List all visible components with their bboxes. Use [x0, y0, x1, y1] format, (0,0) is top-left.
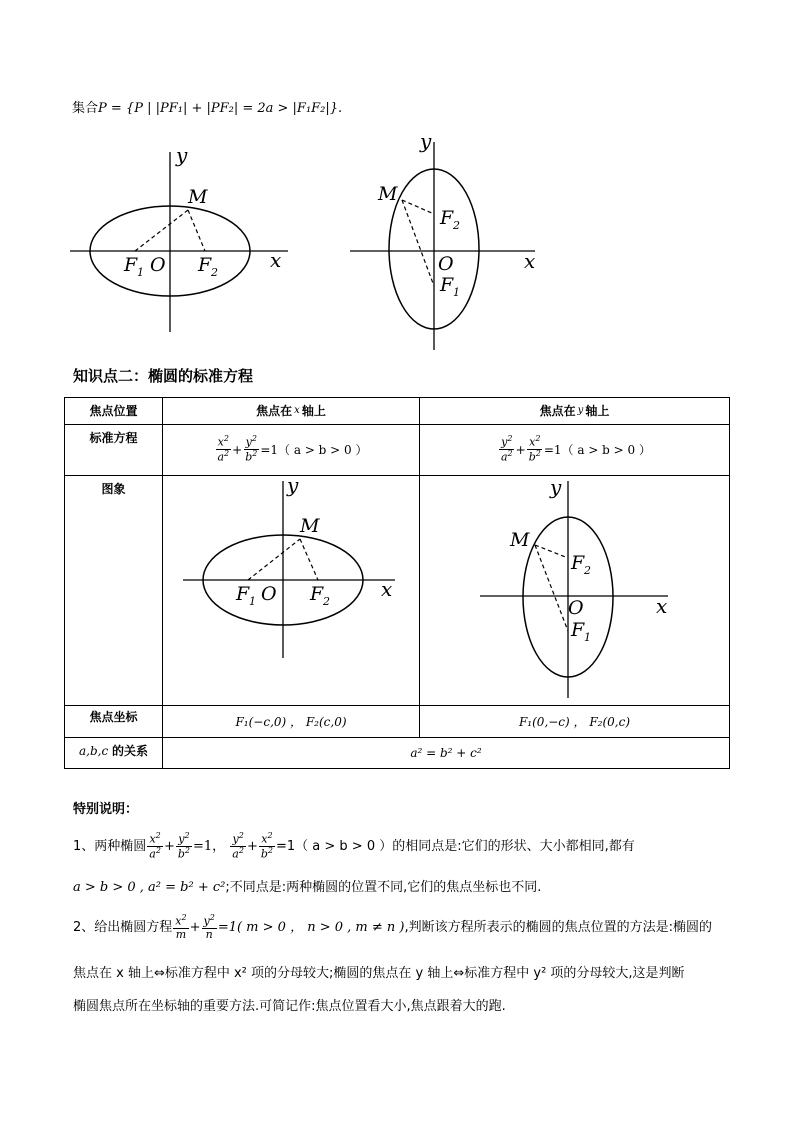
- table-figure-vertical: [420, 476, 729, 702]
- f1-label: F: [571, 619, 585, 641]
- header-cell: [163, 398, 420, 425]
- standard-equation-table: [64, 397, 730, 769]
- rel-vars: a,b,c: [78, 744, 109, 758]
- f2-label: F: [198, 254, 212, 276]
- x-axis-label: x: [656, 594, 668, 618]
- point-m-label: M: [510, 529, 530, 551]
- figure-vertical-ellipse: [340, 128, 550, 353]
- f1-label: F: [236, 583, 250, 605]
- header-label: 焦点在: [539, 404, 576, 418]
- row-label: 焦点坐标: [89, 710, 138, 724]
- header-label: 焦点在: [256, 404, 293, 418]
- row-label: 标准方程: [89, 431, 138, 445]
- foci-y: F₁(0,−c) ， F₂(0,c): [518, 714, 631, 729]
- row-label: [65, 738, 162, 759]
- header-label: 轴上: [301, 404, 326, 418]
- note-1-line-2: [73, 880, 541, 896]
- point-m-label: M: [300, 515, 320, 537]
- note-formula: a > b > 0 , a² = b² + c²: [73, 880, 226, 895]
- header-cell: [65, 398, 163, 425]
- header-cell: [420, 398, 730, 425]
- set-definition: [72, 101, 342, 117]
- f2-label: F: [440, 207, 454, 229]
- equation-cell: [420, 425, 730, 476]
- equation-cell: [163, 425, 420, 476]
- graph-cell: [163, 476, 420, 706]
- origin-label: O: [150, 254, 166, 276]
- set-formula: P = {P | |PF₁| + |PF₂| = 2a > |F₁F₂|}.: [98, 101, 343, 116]
- foci-cell: [163, 706, 420, 738]
- note-text: =1（ a > b > 0 ）的相同点是:它们的形状、大小都相同,都有: [276, 838, 635, 854]
- note-text: =1，: [192, 838, 226, 854]
- note-2-line-1: 2、给出椭圆方程 $\frac{x^2}{m}$ + $\frac{y^2}{n}$ =1( m > 0 ， n > 0 , m ≠ n ),判断该方程所表示的椭圆的焦点位置的方法是:椭圆的: [73, 913, 712, 941]
- note-formula: =1( m > 0 ， n > 0 , m ≠ n ): [217, 919, 405, 935]
- y-axis-label: y: [176, 143, 188, 167]
- note-text: 2、给出椭圆方程: [73, 919, 173, 935]
- x-axis-label: x: [381, 577, 393, 601]
- f1-label: F: [440, 274, 454, 296]
- axis-y: y: [577, 405, 584, 416]
- f2-sub: 2: [584, 564, 591, 577]
- section-title: 知识点二：椭圆的标准方程: [73, 367, 254, 385]
- relation-value: a² = b² + c²: [410, 745, 482, 760]
- f1-label: F: [124, 254, 138, 276]
- origin-label: O: [568, 597, 584, 619]
- note-2-line-2: 焦点在 x 轴上⇔标准方程中 x² 项的分母较大;椭圆的焦点在 y 轴上⇔标准方程中 y² 项的分母较大,这是判断: [73, 966, 685, 981]
- f2-label: F: [571, 552, 585, 574]
- origin-label: O: [261, 583, 277, 605]
- graph-cell: [420, 476, 730, 706]
- origin-label: O: [438, 253, 454, 275]
- rel-text: 的关系: [112, 744, 149, 758]
- foci-x: F₁(−c,0) ， F₂(c,0): [235, 714, 347, 729]
- note-text: 1、两种椭圆: [73, 838, 147, 854]
- equation-y: $\frac{y^2}{a^2}$ + $\frac{x^2}{b^2}$ =1（ a > b > 0 ）: [500, 434, 652, 464]
- f1-sub: 1: [584, 631, 591, 644]
- y-axis-label: y: [550, 476, 562, 499]
- row-label-cell: [65, 706, 163, 738]
- note-2-line-3: 椭圆焦点所在坐标轴的重要方法.可简记作:焦点位置看大小,焦点跟着大的跑.: [73, 999, 506, 1014]
- row-label-cell: [65, 425, 163, 476]
- note-1-line-1: 1、两种椭圆 $\frac{x^2}{a^2}$ + $\frac{y^2}{b^2}$ =1， $\frac{y^2}{a^2}$ + $\frac{x^2}{b^2}$ =1（ a > b > 0 ）的相同点是:它们的形状、大小都相同,都有: [73, 831, 635, 861]
- y-axis-label: y: [287, 476, 299, 497]
- foci-cell: [420, 706, 730, 738]
- equation-x: $\frac{x^2}{a^2}$ + $\frac{y^2}{b^2}$ =1（ a > b > 0 ）: [217, 434, 368, 464]
- row-label: 图象: [101, 482, 126, 496]
- relation-cell: [163, 738, 730, 769]
- f2-sub: 2: [453, 219, 460, 232]
- f1-sub: 1: [137, 266, 144, 279]
- f2-sub: 2: [323, 595, 330, 608]
- x-axis-label: x: [270, 248, 282, 272]
- set-prefix: 集合: [72, 101, 99, 116]
- f2-label: F: [310, 583, 324, 605]
- row-label-cell: [65, 738, 163, 769]
- table-figure-horizontal: [163, 476, 419, 702]
- f2-sub: 2: [211, 266, 218, 279]
- point-m-label: M: [378, 183, 398, 205]
- x-axis-label: x: [524, 249, 536, 273]
- figure-horizontal-ellipse: [60, 140, 300, 340]
- y-axis-label: y: [420, 129, 432, 153]
- f1-sub: 1: [453, 286, 460, 299]
- f1-sub: 1: [249, 595, 256, 608]
- equation-condition: =1（ a > b > 0 ）: [260, 443, 368, 457]
- note-text: ,判断该方程所表示的椭圆的焦点位置的方法是:椭圆的: [404, 919, 712, 935]
- notes-title: 特别说明：: [73, 802, 139, 817]
- row-label-cell: [65, 476, 163, 706]
- axis-x: x: [294, 405, 300, 416]
- header-label: 焦点位置: [89, 404, 138, 418]
- point-m-label: M: [188, 186, 208, 208]
- equation-condition: =1（ a > b > 0 ）: [543, 443, 652, 457]
- note-text: ;不同点是:两种椭圆的位置不同,它们的焦点坐标也不同.: [225, 880, 542, 895]
- header-label: 轴上: [585, 404, 610, 418]
